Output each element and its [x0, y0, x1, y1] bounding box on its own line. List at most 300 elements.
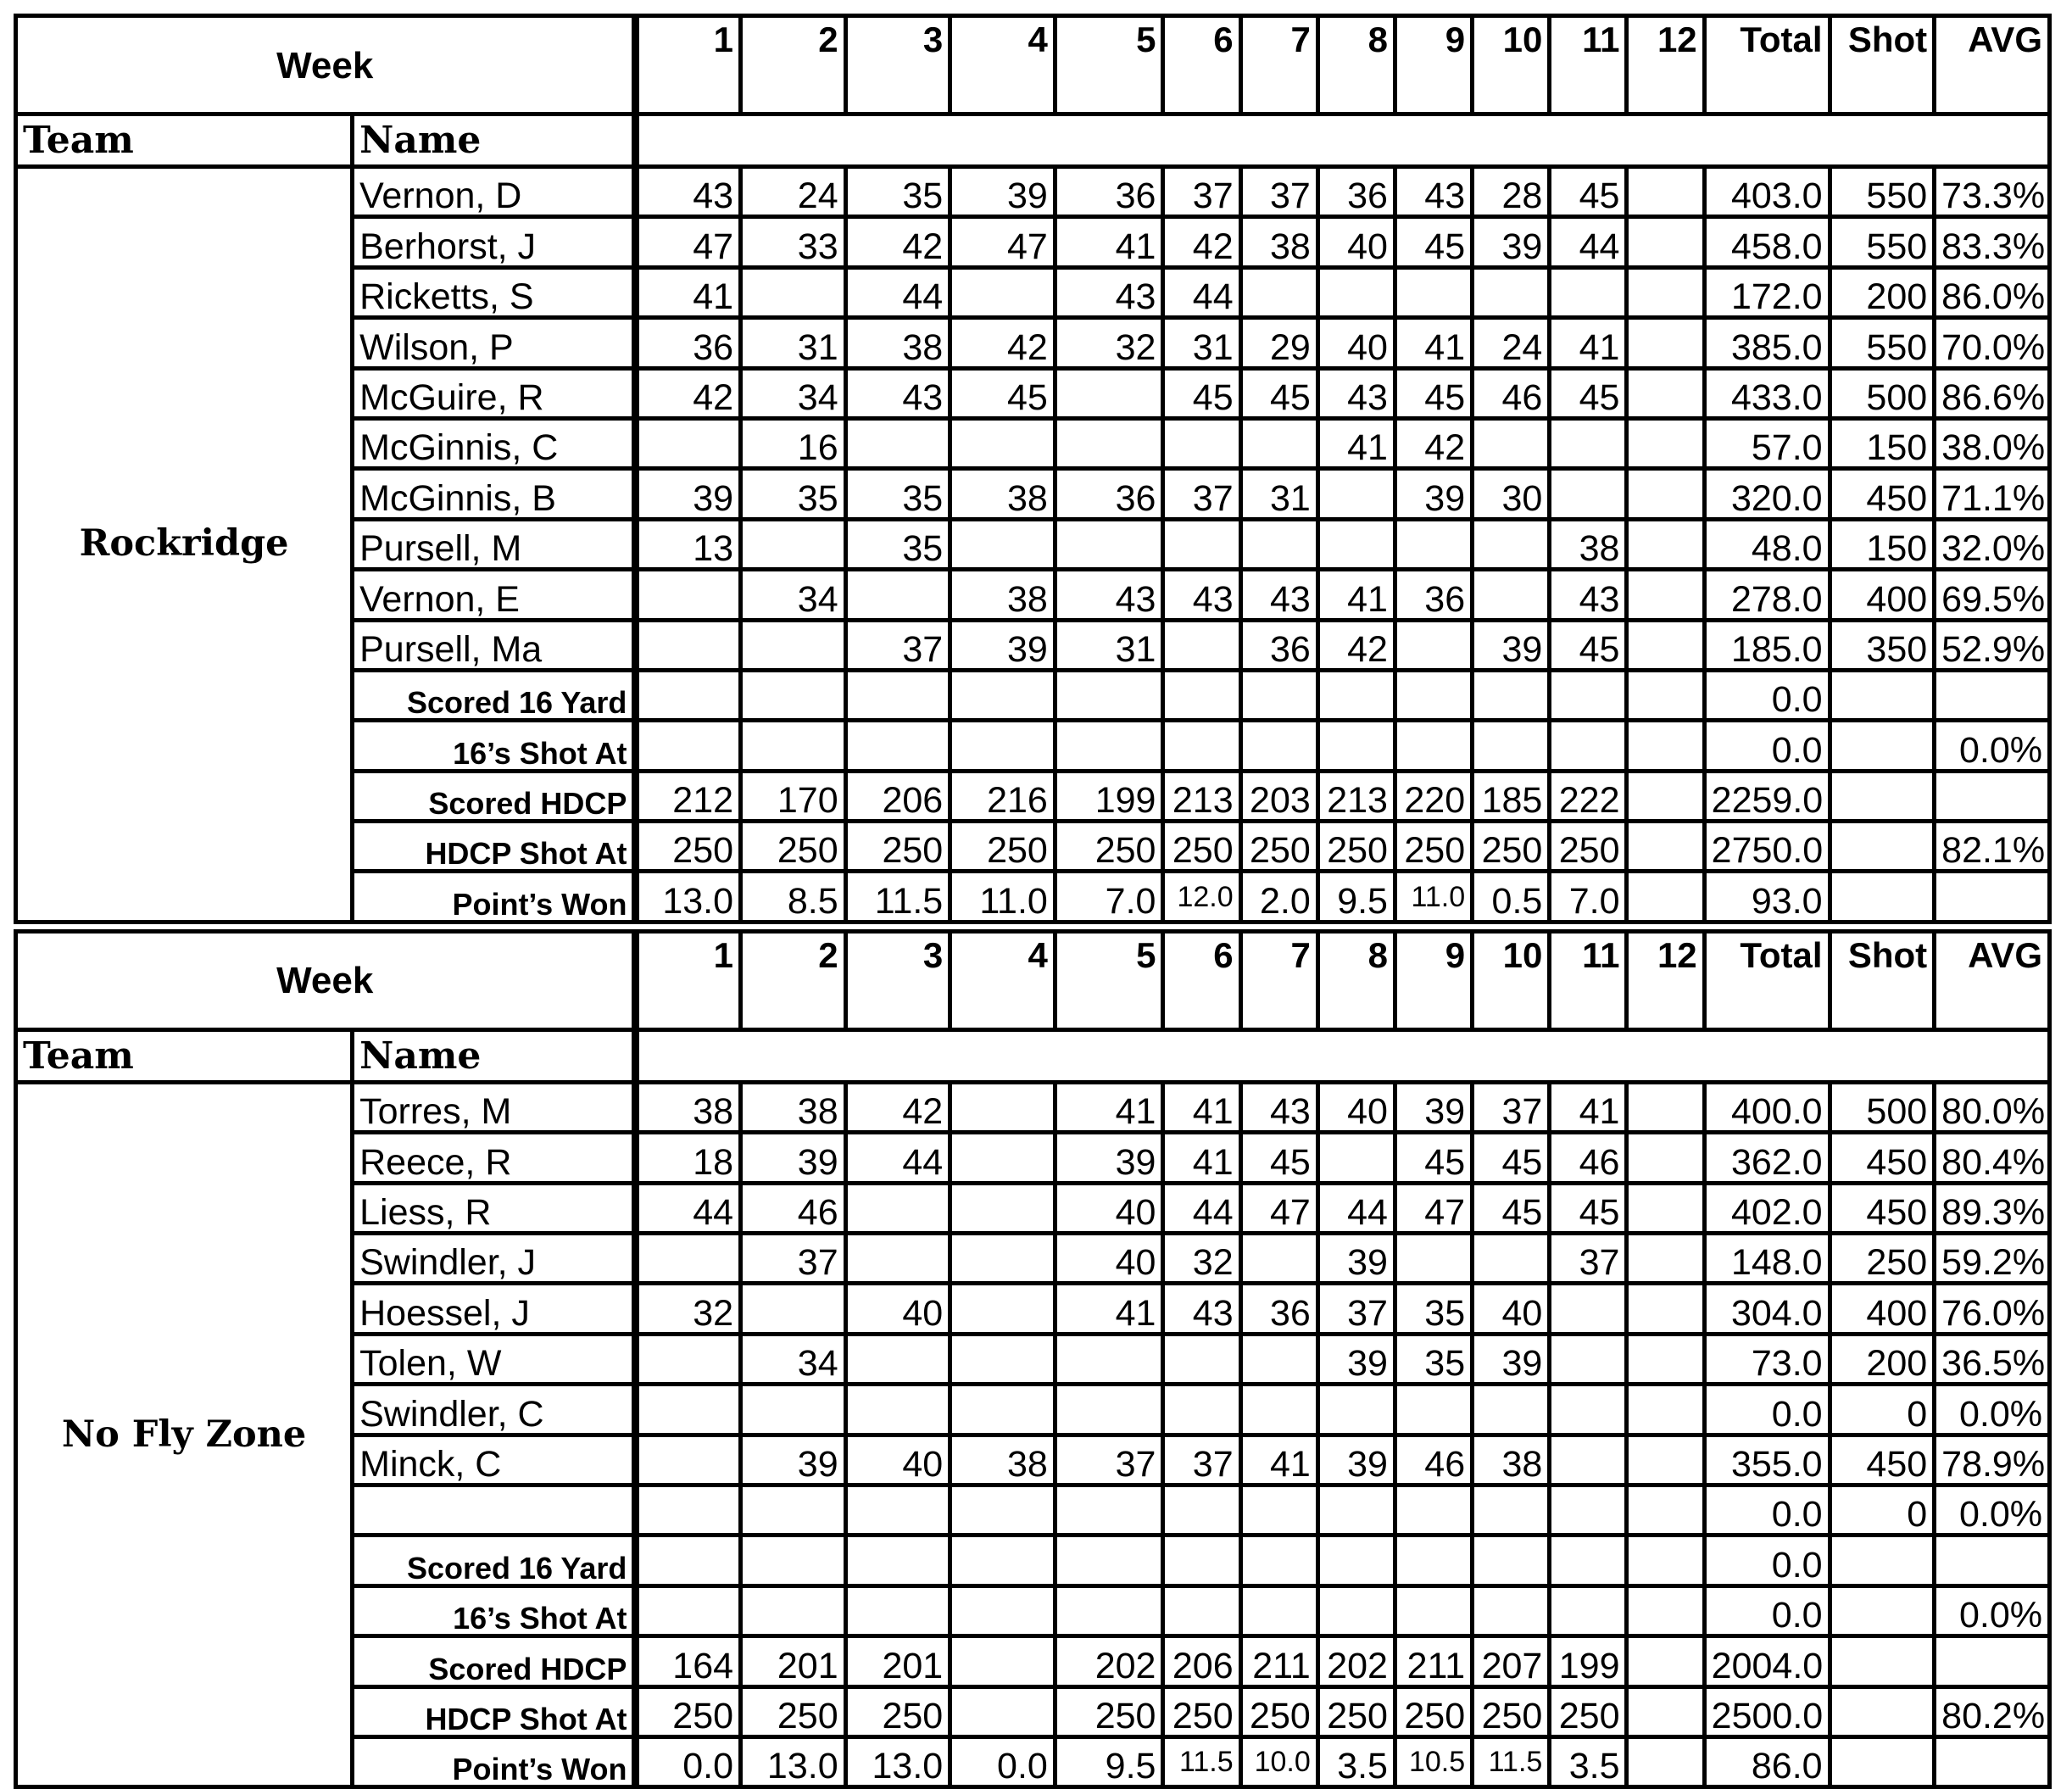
summary-cell: 9.5 [1055, 1736, 1163, 1786]
score-cell: 39 [950, 167, 1055, 217]
score-cell: 39 [741, 1133, 846, 1183]
week-number: 1 [636, 16, 741, 114]
summary-cell: 201 [845, 1636, 950, 1686]
total-cell: 304.0 [1704, 1284, 1830, 1334]
score-cell: 45 [950, 368, 1055, 418]
score-cell [1627, 519, 1704, 569]
summary-label: HDCP Shot At [353, 1686, 636, 1736]
summary-cell: 250 [741, 1686, 846, 1736]
score-cell: 40 [1317, 318, 1395, 368]
week-number: 6 [1163, 16, 1240, 114]
score-cell: 38 [950, 570, 1055, 620]
summary-cell [1627, 1586, 1704, 1636]
score-cell [950, 418, 1055, 468]
summary-cell: 0.5 [1473, 872, 1550, 922]
summary-cell: 202 [1317, 1636, 1395, 1686]
summary-avg: 0.0% [1935, 1586, 2050, 1636]
summary-cell [636, 721, 741, 771]
score-cell: 41 [1395, 318, 1472, 368]
score-cell: 29 [1240, 318, 1317, 368]
summary-cell [1550, 1535, 1627, 1586]
summary-cell: 11.5 [1473, 1736, 1550, 1786]
shot-cell: 350 [1830, 620, 1935, 670]
avg-cell: 89.3% [1935, 1183, 2050, 1233]
score-cell: 38 [1240, 217, 1317, 267]
player-name [353, 1485, 636, 1535]
score-cell: 47 [1240, 1183, 1317, 1233]
summary-cell [1627, 1636, 1704, 1686]
score-cell: 38 [1550, 519, 1627, 569]
score-cell [1055, 1385, 1163, 1435]
week-number: 12 [1627, 931, 1704, 1029]
score-cell: 45 [1473, 1133, 1550, 1183]
score-cell [1627, 620, 1704, 670]
score-cell [1550, 469, 1627, 519]
score-cell: 37 [1163, 1435, 1240, 1485]
summary-total: 0.0 [1704, 1535, 1830, 1586]
total-cell: 362.0 [1704, 1133, 1830, 1183]
summary-cell: 199 [1055, 771, 1163, 821]
player-name: Tolen, W [353, 1334, 636, 1384]
summary-cell: 250 [845, 822, 950, 872]
summary-total: 86.0 [1704, 1736, 1830, 1786]
score-cell [950, 1183, 1055, 1233]
week-header-row [16, 931, 2050, 1029]
summary-cell [636, 670, 741, 720]
summary-cell: 3.5 [1317, 1736, 1395, 1786]
score-cell [741, 267, 846, 317]
summary-cell: 250 [1240, 822, 1317, 872]
summary-shot [1830, 822, 1935, 872]
summary-label: Scored HDCP [353, 1636, 636, 1686]
summary-cell [1317, 670, 1395, 720]
score-cell [950, 267, 1055, 317]
total-cell: 403.0 [1704, 167, 1830, 217]
score-cell: 37 [1163, 167, 1240, 217]
summary-total: 93.0 [1704, 872, 1830, 922]
week-number: 7 [1240, 16, 1317, 114]
score-cell: 41 [1550, 1082, 1627, 1132]
score-cell: 44 [1550, 217, 1627, 267]
score-cell [845, 1385, 950, 1435]
score-cell: 43 [1240, 1082, 1317, 1132]
week-number: 5 [1055, 931, 1163, 1029]
score-cell: 43 [1240, 570, 1317, 620]
score-cell: 35 [845, 469, 950, 519]
player-name: McGinnis, B [353, 469, 636, 519]
summary-cell: 199 [1550, 1636, 1627, 1686]
avg-cell: 76.0% [1935, 1284, 2050, 1334]
avg-cell: 80.4% [1935, 1133, 2050, 1183]
score-cell [1163, 418, 1240, 468]
score-cell: 45 [1240, 1133, 1317, 1183]
total-cell: 73.0 [1704, 1334, 1830, 1384]
score-cell: 37 [1163, 469, 1240, 519]
summary-cell [1627, 1535, 1704, 1586]
summary-cell: 250 [1163, 822, 1240, 872]
summary-cell: 2.0 [1240, 872, 1317, 922]
score-cell: 37 [1550, 1234, 1627, 1284]
summary-cell: 250 [1395, 822, 1472, 872]
score-cell [845, 1334, 950, 1384]
score-cell: 40 [1055, 1183, 1163, 1233]
team-name: Rockridge [16, 167, 353, 922]
summary-cell [950, 1686, 1055, 1736]
player-name: Hoessel, J [353, 1284, 636, 1334]
total-cell: 385.0 [1704, 318, 1830, 368]
total-cell: 0.0 [1704, 1385, 1830, 1435]
score-cell: 18 [636, 1133, 741, 1183]
player-name: Swindler, C [353, 1385, 636, 1435]
score-cell: 16 [741, 418, 846, 468]
score-cell: 35 [845, 519, 950, 569]
shot-cell: 550 [1830, 167, 1935, 217]
week-number: 2 [741, 16, 846, 114]
summary-cell: 250 [1473, 1686, 1550, 1736]
score-cell [1473, 1385, 1550, 1435]
summary-cell: 7.0 [1550, 872, 1627, 922]
player-name: McGinnis, C [353, 418, 636, 468]
team-header: Team [16, 114, 353, 167]
score-cell [1395, 620, 1472, 670]
score-cell [1317, 1385, 1395, 1435]
shot-cell: 550 [1830, 318, 1935, 368]
score-cell [1317, 469, 1395, 519]
summary-cell: 13.0 [636, 872, 741, 922]
summary-cell: 213 [1163, 771, 1240, 821]
score-cell: 38 [845, 318, 950, 368]
avg-cell: 52.9% [1935, 620, 2050, 670]
summary-shot [1830, 1535, 1935, 1586]
score-cell: 43 [1163, 570, 1240, 620]
score-cell: 36 [1240, 620, 1317, 670]
score-cell: 31 [1055, 620, 1163, 670]
summary-cell [1395, 1535, 1472, 1586]
score-cell: 44 [1163, 267, 1240, 317]
week-number: 11 [1550, 16, 1627, 114]
score-cell [1163, 1485, 1240, 1535]
summary-shot [1830, 670, 1935, 720]
score-cell: 30 [1473, 469, 1550, 519]
score-cell: 34 [741, 1334, 846, 1384]
summary-cell: 250 [1550, 1686, 1627, 1736]
score-cell [950, 1284, 1055, 1334]
score-cell: 35 [1395, 1334, 1472, 1384]
player-name: Reece, R [353, 1133, 636, 1183]
week-number: 3 [845, 16, 950, 114]
summary-cell: 0.0 [636, 1736, 741, 1786]
score-cell: 40 [1317, 1082, 1395, 1132]
summary-cell: 206 [845, 771, 950, 821]
total-header: Total [1704, 931, 1830, 1029]
summary-cell: 250 [1473, 822, 1550, 872]
score-cell [1473, 1234, 1550, 1284]
summary-cell: 8.5 [741, 872, 846, 922]
score-cell: 47 [1395, 1183, 1472, 1233]
score-cell: 45 [1240, 368, 1317, 418]
score-cell [1550, 1334, 1627, 1384]
summary-cell [1395, 1586, 1472, 1636]
summary-cell: 12.0 [1163, 872, 1240, 922]
score-cell: 45 [1550, 167, 1627, 217]
score-cell [741, 1284, 846, 1334]
week-number: 4 [950, 931, 1055, 1029]
score-cell: 38 [741, 1082, 846, 1132]
shot-cell: 200 [1830, 267, 1935, 317]
summary-cell [1055, 1586, 1163, 1636]
score-cell [950, 1385, 1055, 1435]
summary-avg [1935, 1535, 2050, 1586]
summary-avg: 0.0% [1935, 721, 2050, 771]
shot-header: Shot [1830, 931, 1935, 1029]
week-number: 8 [1317, 931, 1395, 1029]
summary-cell [1473, 670, 1550, 720]
score-cell: 44 [636, 1183, 741, 1233]
total-cell: 400.0 [1704, 1082, 1830, 1132]
score-cell [845, 1183, 950, 1233]
name-header: Name [353, 1029, 636, 1082]
team-name: No Fly Zone [16, 1082, 353, 1786]
score-cell: 37 [741, 1234, 846, 1284]
summary-cell [1240, 721, 1317, 771]
avg-cell: 70.0% [1935, 318, 2050, 368]
score-cell: 41 [636, 267, 741, 317]
score-cell [1473, 519, 1550, 569]
summary-label: Scored 16 Yard [353, 670, 636, 720]
player-row [16, 167, 2050, 217]
score-cell: 43 [1395, 167, 1472, 217]
score-cell: 37 [1055, 1435, 1163, 1485]
score-cell [1240, 519, 1317, 569]
score-cell: 43 [1550, 570, 1627, 620]
avg-cell: 59.2% [1935, 1234, 2050, 1284]
score-cell [1163, 519, 1240, 569]
summary-cell: 3.5 [1550, 1736, 1627, 1786]
score-cell [1240, 418, 1317, 468]
score-cell: 24 [1473, 318, 1550, 368]
summary-label: 16’s Shot At [353, 1586, 636, 1636]
score-cell: 38 [950, 469, 1055, 519]
score-cell [636, 1435, 741, 1485]
score-cell: 35 [845, 167, 950, 217]
summary-label: Point’s Won [353, 872, 636, 922]
score-cell [1627, 1082, 1704, 1132]
score-cell: 24 [741, 167, 846, 217]
shot-cell: 450 [1830, 1133, 1935, 1183]
summary-cell [1627, 721, 1704, 771]
score-cell [741, 620, 846, 670]
total-cell: 148.0 [1704, 1234, 1830, 1284]
score-cell: 45 [1395, 1133, 1472, 1183]
summary-cell [741, 721, 846, 771]
player-name: Liess, R [353, 1183, 636, 1233]
score-cell: 39 [1317, 1334, 1395, 1384]
avg-header: AVG [1935, 16, 2050, 114]
shot-cell: 450 [1830, 1435, 1935, 1485]
summary-cell: 185 [1473, 771, 1550, 821]
score-cell: 39 [1317, 1435, 1395, 1485]
summary-cell: 211 [1240, 1636, 1317, 1686]
week-number: 2 [741, 931, 846, 1029]
summary-cell [1317, 1586, 1395, 1636]
score-cell: 39 [1473, 620, 1550, 670]
player-name: Pursell, Ma [353, 620, 636, 670]
score-cell [1317, 267, 1395, 317]
score-cell [1627, 368, 1704, 418]
summary-shot [1830, 771, 1935, 821]
player-name: Swindler, J [353, 1234, 636, 1284]
avg-cell: 86.6% [1935, 368, 2050, 418]
score-cell: 32 [636, 1284, 741, 1334]
total-cell: 433.0 [1704, 368, 1830, 418]
score-cell: 33 [741, 217, 846, 267]
summary-shot [1830, 1586, 1935, 1636]
summary-cell: 11.5 [1163, 1736, 1240, 1786]
player-name: Ricketts, S [353, 267, 636, 317]
score-cell: 45 [1395, 368, 1472, 418]
score-cell: 41 [1055, 1284, 1163, 1334]
score-cell [1395, 1234, 1472, 1284]
score-cell: 37 [1473, 1082, 1550, 1132]
shot-header: Shot [1830, 16, 1935, 114]
score-cell: 41 [1163, 1082, 1240, 1132]
summary-cell: 250 [636, 1686, 741, 1736]
score-cell: 44 [1317, 1183, 1395, 1233]
summary-cell [1317, 721, 1395, 771]
score-cell: 39 [636, 469, 741, 519]
score-cell: 31 [741, 318, 846, 368]
summary-cell [1550, 1586, 1627, 1636]
score-cell: 43 [636, 167, 741, 217]
score-cell: 40 [1317, 217, 1395, 267]
week-number: 1 [636, 931, 741, 1029]
score-cell [1627, 1284, 1704, 1334]
summary-shot [1830, 872, 1935, 922]
summary-cell [950, 1535, 1055, 1586]
summary-cell: 213 [1317, 771, 1395, 821]
score-sheet [14, 14, 2052, 1787]
score-cell [1627, 1485, 1704, 1535]
summary-cell: 0.0 [950, 1736, 1055, 1786]
score-cell: 45 [1473, 1183, 1550, 1233]
score-cell [636, 418, 741, 468]
week-number: 12 [1627, 16, 1704, 114]
score-cell [1473, 418, 1550, 468]
summary-cell: 250 [1317, 822, 1395, 872]
score-cell [636, 1485, 741, 1535]
score-cell: 42 [845, 1082, 950, 1132]
summary-cell: 250 [950, 822, 1055, 872]
score-cell [1163, 620, 1240, 670]
summary-cell [1627, 1686, 1704, 1736]
summary-cell: 212 [636, 771, 741, 821]
score-cell: 41 [1550, 318, 1627, 368]
score-cell [636, 620, 741, 670]
summary-shot [1830, 1636, 1935, 1686]
score-cell: 42 [845, 217, 950, 267]
score-cell [1627, 469, 1704, 519]
score-cell: 42 [950, 318, 1055, 368]
score-cell: 45 [1550, 368, 1627, 418]
avg-cell: 86.0% [1935, 267, 2050, 317]
week-number: 9 [1395, 931, 1472, 1029]
team-block [14, 14, 2052, 924]
summary-avg: 82.1% [1935, 822, 2050, 872]
summary-total: 0.0 [1704, 721, 1830, 771]
summary-cell: 250 [1055, 822, 1163, 872]
score-cell: 37 [1317, 1284, 1395, 1334]
shot-cell: 500 [1830, 368, 1935, 418]
summary-total: 2004.0 [1704, 1636, 1830, 1686]
total-cell: 0.0 [1704, 1485, 1830, 1535]
score-cell: 37 [845, 620, 950, 670]
score-cell: 28 [1473, 167, 1550, 217]
score-cell [1240, 1385, 1317, 1435]
summary-cell [1163, 1586, 1240, 1636]
score-cell: 43 [845, 368, 950, 418]
score-cell: 39 [741, 1435, 846, 1485]
score-cell: 40 [1055, 1234, 1163, 1284]
summary-avg [1935, 1736, 2050, 1786]
summary-cell: 7.0 [1055, 872, 1163, 922]
summary-cell [1240, 670, 1317, 720]
summary-cell: 222 [1550, 771, 1627, 821]
summary-cell [1473, 1535, 1550, 1586]
score-cell: 41 [1055, 1082, 1163, 1132]
summary-cell [741, 670, 846, 720]
summary-shot [1830, 1686, 1935, 1736]
score-cell: 36 [1055, 167, 1163, 217]
score-cell [1473, 1485, 1550, 1535]
score-cell: 41 [1317, 570, 1395, 620]
score-cell [741, 1485, 846, 1535]
score-cell: 39 [1473, 217, 1550, 267]
score-cell: 41 [1240, 1435, 1317, 1485]
score-cell [950, 1082, 1055, 1132]
score-cell: 39 [1473, 1334, 1550, 1384]
summary-cell [950, 1636, 1055, 1686]
avg-cell: 83.3% [1935, 217, 2050, 267]
player-name: Vernon, D [353, 167, 636, 217]
score-cell [845, 1234, 950, 1284]
score-cell [1627, 1183, 1704, 1233]
summary-total: 0.0 [1704, 1586, 1830, 1636]
score-cell [1627, 267, 1704, 317]
week-number: 4 [950, 16, 1055, 114]
summary-total: 2259.0 [1704, 771, 1830, 821]
summary-cell [1627, 771, 1704, 821]
summary-avg [1935, 1636, 2050, 1686]
summary-cell: 11.0 [950, 872, 1055, 922]
summary-cell: 250 [1317, 1686, 1395, 1736]
score-cell: 34 [741, 368, 846, 418]
team-name-header-row [16, 1029, 2050, 1082]
summary-label: Point’s Won [353, 1736, 636, 1786]
summary-cell: 250 [1163, 1686, 1240, 1736]
week-number: 10 [1473, 16, 1550, 114]
avg-cell: 71.1% [1935, 469, 2050, 519]
summary-label: HDCP Shot At [353, 822, 636, 872]
team-block [14, 929, 2052, 1789]
score-cell [1627, 318, 1704, 368]
score-cell [1627, 418, 1704, 468]
player-row [16, 1082, 2050, 1132]
score-cell: 40 [845, 1284, 950, 1334]
summary-total: 0.0 [1704, 670, 1830, 720]
score-cell: 42 [1395, 418, 1472, 468]
score-cell [845, 1485, 950, 1535]
score-cell: 31 [1240, 469, 1317, 519]
